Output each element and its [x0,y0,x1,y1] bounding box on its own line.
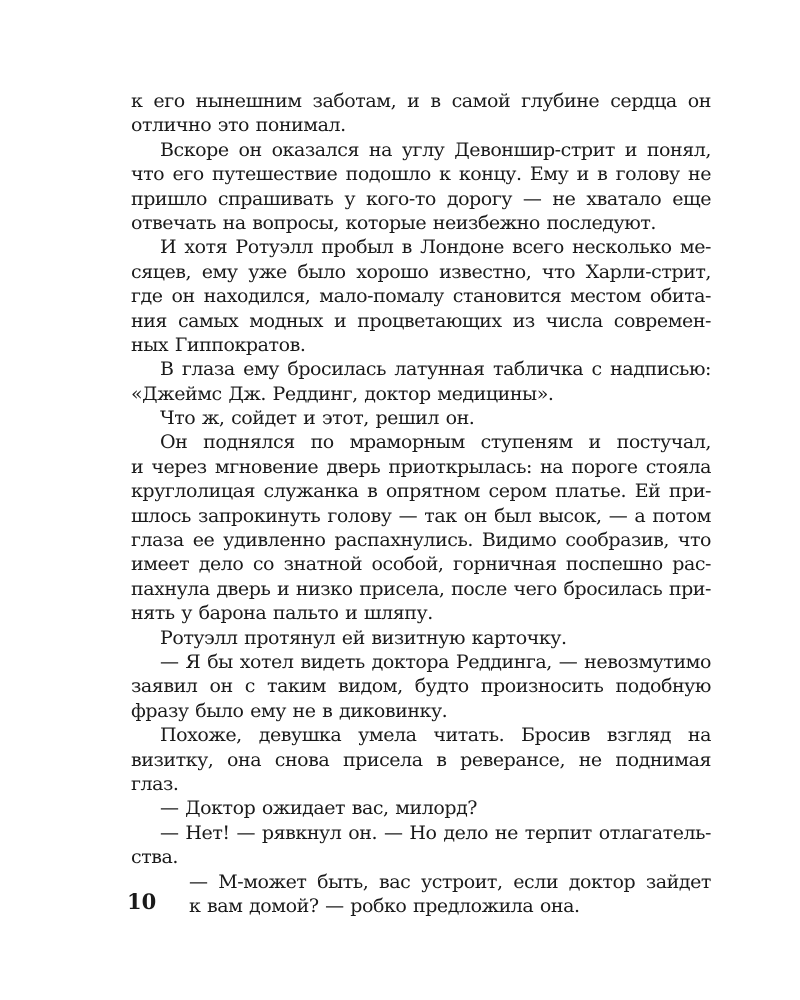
text-line: что его путешествие подошло к концу. Ему и в голову не [131,163,711,186]
text-line: к его нынешним заботам, и в самой глубине сердца он [131,90,711,112]
text-line: круглолицая служанка в опрятном сером платье. Ей при- [131,480,711,503]
text-line: нять у барона пальто и шляпу. [131,602,433,625]
text-line: сяцев, ему уже было хорошо известно, что Харли-стрит, [131,260,711,283]
text-line: Ротуэлл протянул ей визитную карточку. [160,626,567,649]
text-line: отлично это понимал. [131,114,346,137]
text-line: отвечать на вопросы, которые неизбежно последуют. [131,211,656,234]
text-line: Он поднялся по мраморным ступеням и постучал, [160,431,711,454]
text-line: «Джеймс Дж. Реддинг, доктор медицины». [131,382,554,405]
text-line: пахнула дверь и низко присела, после чего бросилась при- [131,577,711,600]
text-line: и через мгновение дверь приоткрылась: на пороге стояла [131,455,711,478]
text-line: ния самых модных и процветающих из числа современ- [131,309,711,332]
text-line: к вам домой? — робко предложила она. [189,894,580,917]
text-line: Вскоре он оказался на углу Девоншир-стрит и понял, [160,138,711,161]
text-line: имеет дело со знатной особой, горничная поспешно рас- [131,553,711,576]
text-line: — Я бы хотел видеть доктора Реддинга, — невозмутимо [160,650,711,673]
text-line: — Нет! — рявкнул он. — Но дело не терпит отлагатель- [160,821,711,844]
text-line: ных Гиппократов. [131,333,306,356]
text-line: шлось запрокинуть голову — так он был высок, — а потом [131,504,711,527]
text-line: пришло спрашивать у кого-то дорогу — не хватало еще [131,187,711,210]
text-line: — Доктор ожидает вас, милорд? [160,797,478,820]
text-line: — М-может быть, вас устроит, если доктор зайдет [189,870,711,893]
text-line: глаза ее удивленно распахнулись. Видимо сообразив, что [131,529,711,552]
page-number: 10 [127,889,157,914]
text-line: Похоже, девушка умела читать. Бросив взгляд на [160,724,711,747]
text-line: И хотя Ротуэлл пробыл в Лондоне всего несколько ме- [160,236,711,259]
body-text [131,89,711,918]
text-line: фразу было ему не в диковинку. [131,699,448,722]
text-line: визитку, она снова присела в реверансе, не поднимая [131,748,711,771]
text-line: глаз. [131,772,179,795]
text-line: В глаза ему бросилась латунная табличка с надписью: [160,358,711,381]
text-line: Что ж, сойдет и этот, решил он. [160,407,475,430]
text-line: заявил он с таким видом, будто произносить подобную [131,675,711,698]
text-line: где он находился, мало-помалу становится местом обита- [131,285,711,308]
text-line: ства. [131,846,178,869]
